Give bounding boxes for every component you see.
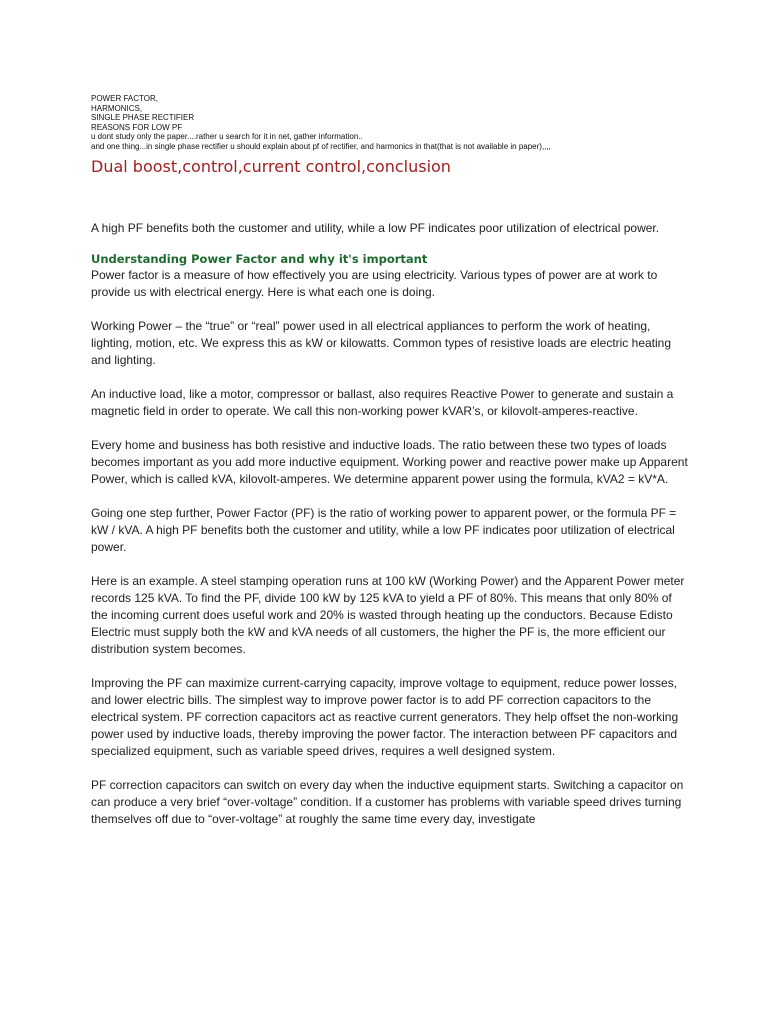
note-line: and one thing...in single phase rectifier u should explain about pf of rectifier, and harmonics in that(that is not available in paper),,,,: [91, 141, 551, 151]
paragraph: Improving the PF can maximize current-carrying capacity, improve voltage to equipment, reduce power losses, and lower electric bills. The simplest way to improve power factor is to add PF correction capacitors to the electrical system. PF correction capacitors act as reactive current generators. They help offset the non-working power used by inductive loads, thereby improving the power factor. The interaction between PF capacitors and specialized equipment, such as variable speed drives, requires a well designed system.: [91, 676, 679, 758]
paragraph: Power factor is a measure of how effectively you are using electricity. Various types of power are at work to provide us with electrical energy. Here is what each one is doing.: [91, 268, 658, 299]
document-page: [91, 94, 691, 845]
note-line: HARMONICS,: [91, 103, 143, 113]
paragraph: PF correction capacitors can switch on every day when the inductive equipment starts. Switching a capacitor on can produce a very brief “over-voltage” condition. If a customer has problems with variable speed drives turning themselves off due to “over-voltage” at roughly the same time every day, investigate: [91, 778, 684, 826]
section-title: Understanding Power Factor and why it's important: [91, 252, 428, 266]
lead-paragraph: A high PF benefits both the customer and utility, while a low PF indicates poor utilization of electrical power.: [91, 221, 660, 235]
note-line: SINGLE PHASE RECTIFIER: [91, 113, 195, 122]
headline: Dual boost,control,current control,conclusion: [91, 157, 451, 176]
section-body: [91, 267, 691, 828]
note-line: u dont study only the paper....rather u search for it in net, gather information..: [91, 132, 363, 141]
paragraph: Every home and business has both resistive and inductive loads. The ratio between these two types of loads becomes important as you add more inductive equipment. Working power and reactive power make up Apparent Power, which is called kVA, kilovolt-amperes. We determine apparent power using the formula, kVA2 = kV*A.: [91, 438, 688, 486]
paragraph: Going one step further, Power Factor (PF) is the ratio of working power to apparent power, or the formula PF = kW / kVA. A high PF benefits both the customer and utility, while a low PF indicates poor utilization of electrical power.: [91, 506, 677, 554]
paragraph: Working Power – the “true” or “real” power used in all electrical appliances to perform the work of heating, lighting, motion, etc. We express this as kW or kilowatts. Common types of resistive loads are electric heating and lighting.: [91, 319, 672, 367]
paragraph: Here is an example. A steel stamping operation runs at 100 kW (Working Power) and the Apparent Power meter records 125 kVA. To find the PF, divide 100 kW by 125 kVA to yield a PF of 80%. This means that only 80% of the incoming current does useful work and 20% is wasted through heating up the conductors. Because Edisto Electric must supply both the kW and kVA needs of all customers, the higher the PF is, the more efficient our distribution system becomes.: [91, 574, 685, 656]
paragraph: An inductive load, like a motor, compressor or ballast, also requires Reactive Power to generate and sustain a magnetic field in order to operate. We call this non-working power kVAR’s, or kilovolt-amperes-reactive.: [91, 387, 674, 418]
note-line: POWER FACTOR,: [91, 94, 158, 103]
notes-block: [91, 94, 691, 151]
note-line: REASONS FOR LOW PF: [91, 122, 183, 132]
